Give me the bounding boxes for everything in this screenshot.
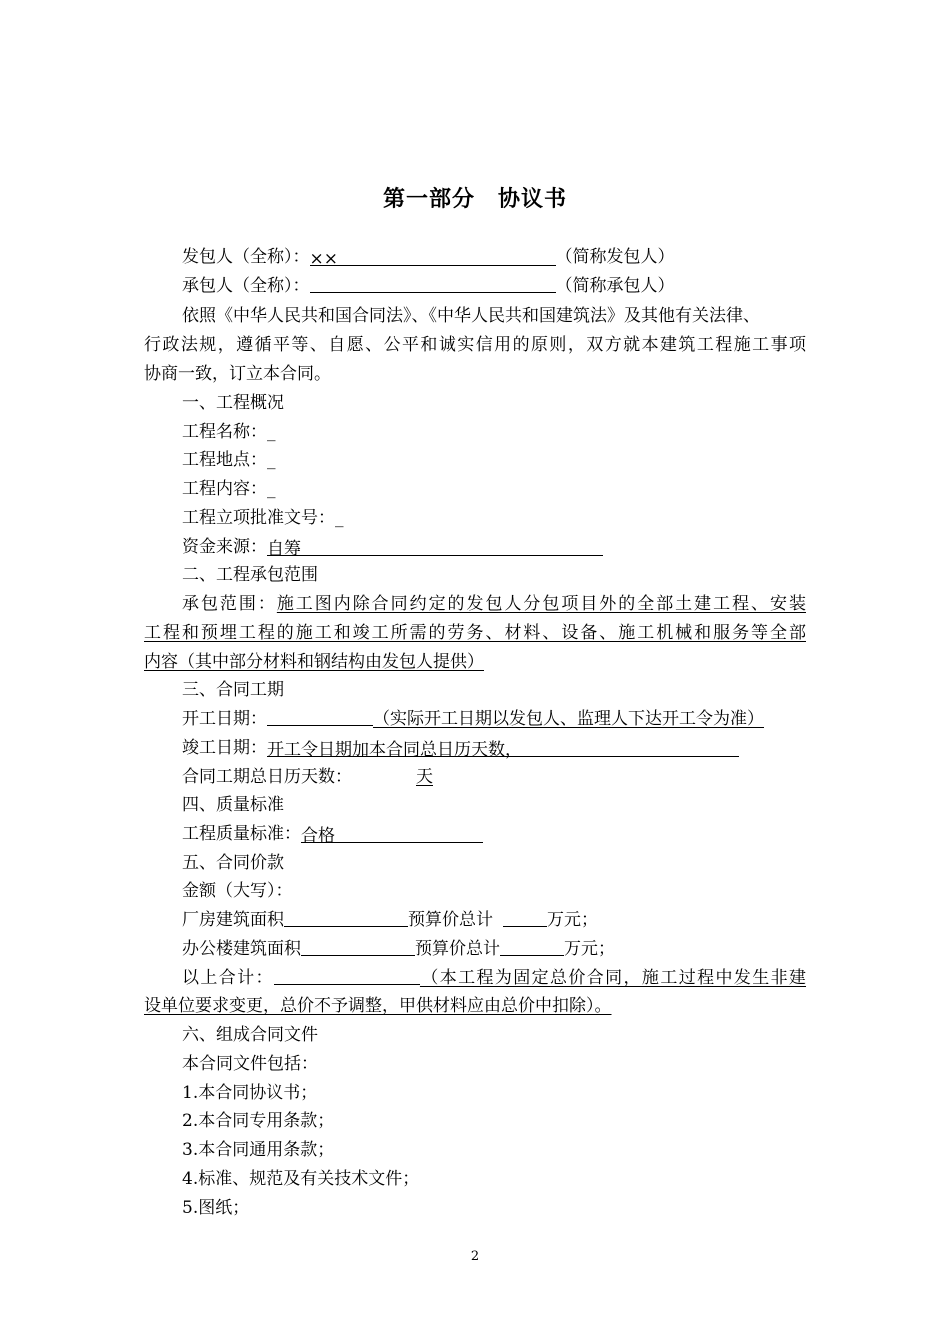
- scope-line-1: [182, 592, 806, 616]
- start-date-line: [182, 707, 764, 731]
- start-date-label: 开工日期：: [182, 709, 267, 729]
- document-item: 5.图纸；: [182, 1198, 250, 1218]
- contractor-field: [310, 274, 556, 293]
- document-item: 2.本合同专用条款；: [182, 1111, 335, 1131]
- total-line: [182, 966, 806, 990]
- total-days-label: 合同工期总日历天数：: [182, 767, 352, 787]
- employer-value: ××: [309, 249, 338, 269]
- quality-value: 合格: [301, 826, 335, 846]
- intro-line-1: 依照《中华人民共和国合同法》、《中华人民共和国建筑法》及其他有关法律、: [182, 306, 760, 326]
- funding-line: [182, 535, 603, 559]
- factory-line: [182, 908, 598, 932]
- section6-heading: 六、组成合同文件: [182, 1025, 318, 1045]
- project-name: 工程名称：_: [182, 422, 276, 442]
- intro-line-3: 协商一致，订立本合同。: [144, 364, 331, 384]
- end-date-line: [182, 736, 739, 760]
- page-number: 2: [470, 1249, 480, 1264]
- start-date-field: [267, 707, 373, 726]
- quality-field: [301, 824, 483, 846]
- contractor-short: （简称承包人）: [555, 276, 675, 296]
- scope-text-1: 施工图内除合同约定的发包人分包项目外的全部土建工程、安装: [276, 594, 806, 614]
- employer-line: [182, 245, 675, 269]
- section1-heading: 一、工程概况: [182, 393, 284, 413]
- scope-line-3: 内容（其中部分材料和钢结构由发包人提供）: [144, 652, 484, 672]
- contractor-label: 承包人（全称）：: [182, 276, 310, 296]
- total-note-1: （本工程为固定总价合同，施工过程中发生非建: [419, 968, 807, 988]
- employer-short: （简称发包人）: [555, 247, 675, 267]
- office-line: [182, 937, 615, 961]
- employer-field: [309, 247, 556, 269]
- office-unit: 万元；: [564, 939, 615, 959]
- project-approval: 工程立项批准文号：_: [182, 508, 344, 528]
- funding-field: [267, 537, 603, 559]
- document-item: 1.本合同协议书；: [182, 1083, 318, 1103]
- document-item: 4.标准、规范及有关技术文件；: [182, 1169, 420, 1189]
- intro-line-2: 行政法规，遵循平等、自愿、公平和诚实信用的原则，双方就本建筑工程施工事项: [144, 335, 806, 355]
- total-days-unit: 天: [416, 767, 433, 787]
- quality-label: 工程质量标准：: [182, 824, 301, 844]
- factory-area-field: [284, 908, 408, 927]
- project-content: 工程内容：_: [182, 479, 276, 499]
- document-item: 3.本合同通用条款；: [182, 1140, 335, 1160]
- total-note-2: 设单位要求变更，总价不予调整，甲供材料应由总价中扣除）。: [144, 996, 612, 1016]
- employer-label: 发包人（全称）：: [182, 247, 310, 267]
- contractor-line: [182, 274, 675, 298]
- project-location: 工程地点：_: [182, 450, 276, 470]
- office-budget-label: 预算价总计: [415, 939, 500, 959]
- section2-heading: 二、工程承包范围: [182, 565, 318, 585]
- office-area-field: [301, 937, 415, 956]
- factory-label: 厂房建筑面积: [182, 910, 284, 930]
- amount-label: 金额（大写）：: [182, 881, 293, 901]
- section4-heading: 四、质量标准: [182, 795, 284, 815]
- total-field: [274, 966, 420, 985]
- page-title: 第一部分 协议书: [382, 187, 567, 212]
- funding-label: 资金来源：: [182, 537, 267, 557]
- end-date-value: 开工令日期加本合同总日历天数，: [267, 740, 522, 760]
- total-label: 以上合计：: [182, 968, 274, 988]
- section5-heading: 五、合同价款: [182, 853, 284, 873]
- factory-budget-label: 预算价总计: [408, 910, 493, 930]
- factory-unit: 万元；: [547, 910, 598, 930]
- scope-label: 承包范围：: [182, 594, 277, 614]
- section3-heading: 三、合同工期: [182, 680, 284, 700]
- end-date-label: 竣工日期：: [182, 738, 267, 758]
- funding-value: 自筹: [267, 539, 301, 559]
- start-date-note: （实际开工日期以发包人、监理人下达开工令为准）: [373, 709, 764, 729]
- end-date-field: [267, 738, 739, 760]
- quality-line: [182, 822, 483, 846]
- scope-line-2: 工程和预埋工程的施工和竣工所需的劳务、材料、设备、施工机械和服务等全部: [144, 623, 806, 643]
- office-budget-field: [500, 937, 564, 956]
- total-days-line: [182, 765, 433, 789]
- office-label: 办公楼建筑面积: [182, 939, 301, 959]
- factory-budget-field: [503, 908, 547, 927]
- documents-intro: 本合同文件包括：: [182, 1054, 318, 1074]
